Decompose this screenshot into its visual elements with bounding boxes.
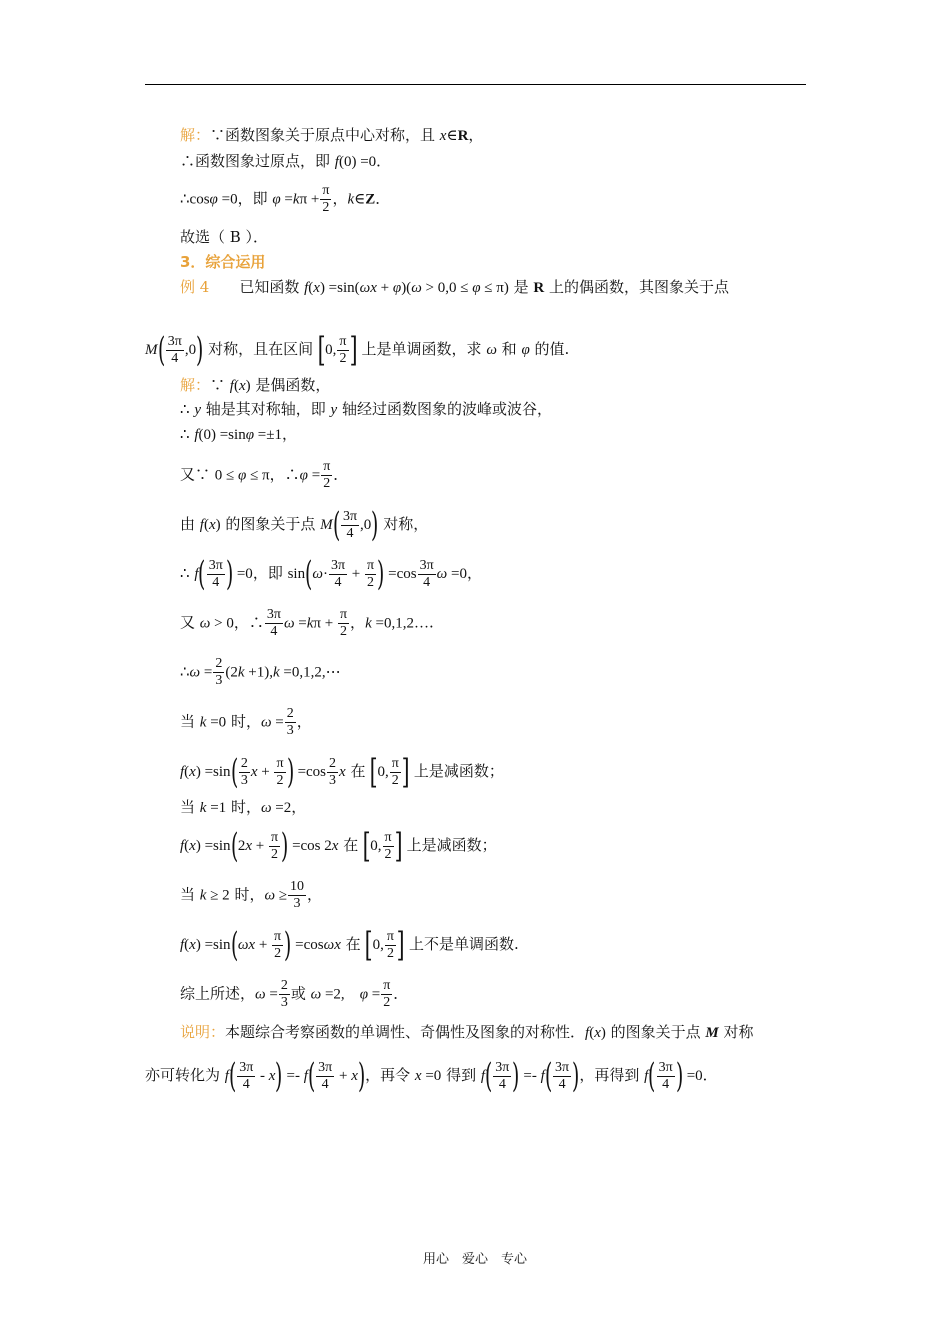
solution2-line-13: 当 k ≥ 2 时，ω ≥ $\frac{10}{3}$ ， [180, 879, 323, 911]
solution-line-3: ∴cosφ =0，即 φ =kπ + $\frac{\pi}{2}$ ，k∈Z． [180, 183, 391, 215]
note-line-2: 亦可转化为 f( $\frac{3\pi}{4}$ - x) =- f( $\frac{3\pi}{4}$ + x)，再令 x =0 得到 f( $\frac{3\pi}{4}$ ) =- f( $\frac{3\pi}{4}$ )，再得到 f( $\frac{3\pi}{4}$ ) =0． [145, 1056, 718, 1096]
section-title: 3．综合运用 [180, 253, 266, 271]
example-line-1: 例 4 已知函数 f(x) =sin(ωx + φ)(ω > 0,0 ≤ φ ≤ π) 是 R 上的偶函数，其图象关于点 [180, 278, 730, 296]
solution2-line-15: 综上所述，ω = $\frac{2}{3}$ 或 ω =2, φ = $\frac{\pi}{2}$ ． [180, 978, 409, 1010]
solution-line-1: 解：∵函数图象关于原点中心对称，且 x∈R， [180, 126, 484, 144]
solution2-line-1: 解：∵ f(x) 是偶函数， [180, 376, 331, 394]
example-label: 例 4 [180, 278, 210, 296]
note-line-1: 说明：本题综合考察函数的单调性、奇偶性及图象的对称性．f(x) 的图象关于点 M 对称 [180, 1023, 754, 1041]
solution2-line-11: 当 k =1 时，ω =2， [180, 798, 307, 816]
solution2-line-14: f(x) =sin(ωx + $\frac{\pi}{2}$ ) =cosωx 在 [0, $\frac{\pi}{2}$ ] 上不是单调函数. [180, 925, 519, 965]
example-line-2: M( $\frac{3\pi}{4}$ ,0) 对称，且在区间 [0, $\frac{\pi}{2}$ ] 上是单调函数，求 ω 和 φ 的值. [145, 330, 570, 370]
solution2-line-8: ∴ω = $\frac{2}{3}$ (2k +1),k =0,1,2,⋯ [180, 656, 341, 688]
solution2-line-6: ∴ f( $\frac{3\pi}{4}$ ) =0，即 sin(ω· $\frac{3\pi}{4}$ + $\frac{\pi}{2}$ ) =cos $\frac{3\pi}{4}$ ω =0， [180, 554, 482, 594]
solution2-line-3: ∴ f(0) =sinφ =±1， [180, 425, 297, 443]
solution2-line-12: f(x) =sin(2x + $\frac{\pi}{2}$ ) =cos 2x 在 [0, $\frac{\pi}{2}$ ] 上是减函数； [180, 826, 497, 866]
page-footer: 用心 爱心 专心 [422, 1252, 527, 1267]
solution2-line-5: 由 f(x) 的图象关于点 M( $\frac{3\pi}{4}$ ,0) 对称， [180, 505, 429, 545]
solution2-line-7: 又 ω > 0，∴ $\frac{3\pi}{4}$ ω =kπ + $\frac{\pi}{2}$ ，k =0,1,2…. [180, 607, 434, 639]
solution2-line-4: 又∵ 0 ≤ φ ≤ π，∴φ = $\frac{\pi}{2}$ ． [180, 459, 349, 491]
note-label: 说明： [180, 1023, 226, 1041]
solution-label: 解： [180, 126, 211, 144]
solution2-line-9: 当 k =0 时，ω = $\frac{2}{3}$ ， [180, 706, 312, 738]
solution-line-4: 故选（ B ）． [180, 228, 269, 246]
solution2-line-2: ∴ y 轴是其对称轴，即 y 轴经过函数图象的波峰或波谷， [180, 400, 552, 418]
solution-line-2: ∴函数图象过原点，即 f(0) =0． [180, 152, 392, 170]
solution2-line-10: f(x) =sin( $\frac{2}{3}$ x + $\frac{\pi}{2}$ ) =cos $\frac{2}{3}$ x 在 [0, $\frac{\pi}{2}$ ] 上是减函数； [180, 752, 504, 792]
header-rule [145, 84, 806, 85]
